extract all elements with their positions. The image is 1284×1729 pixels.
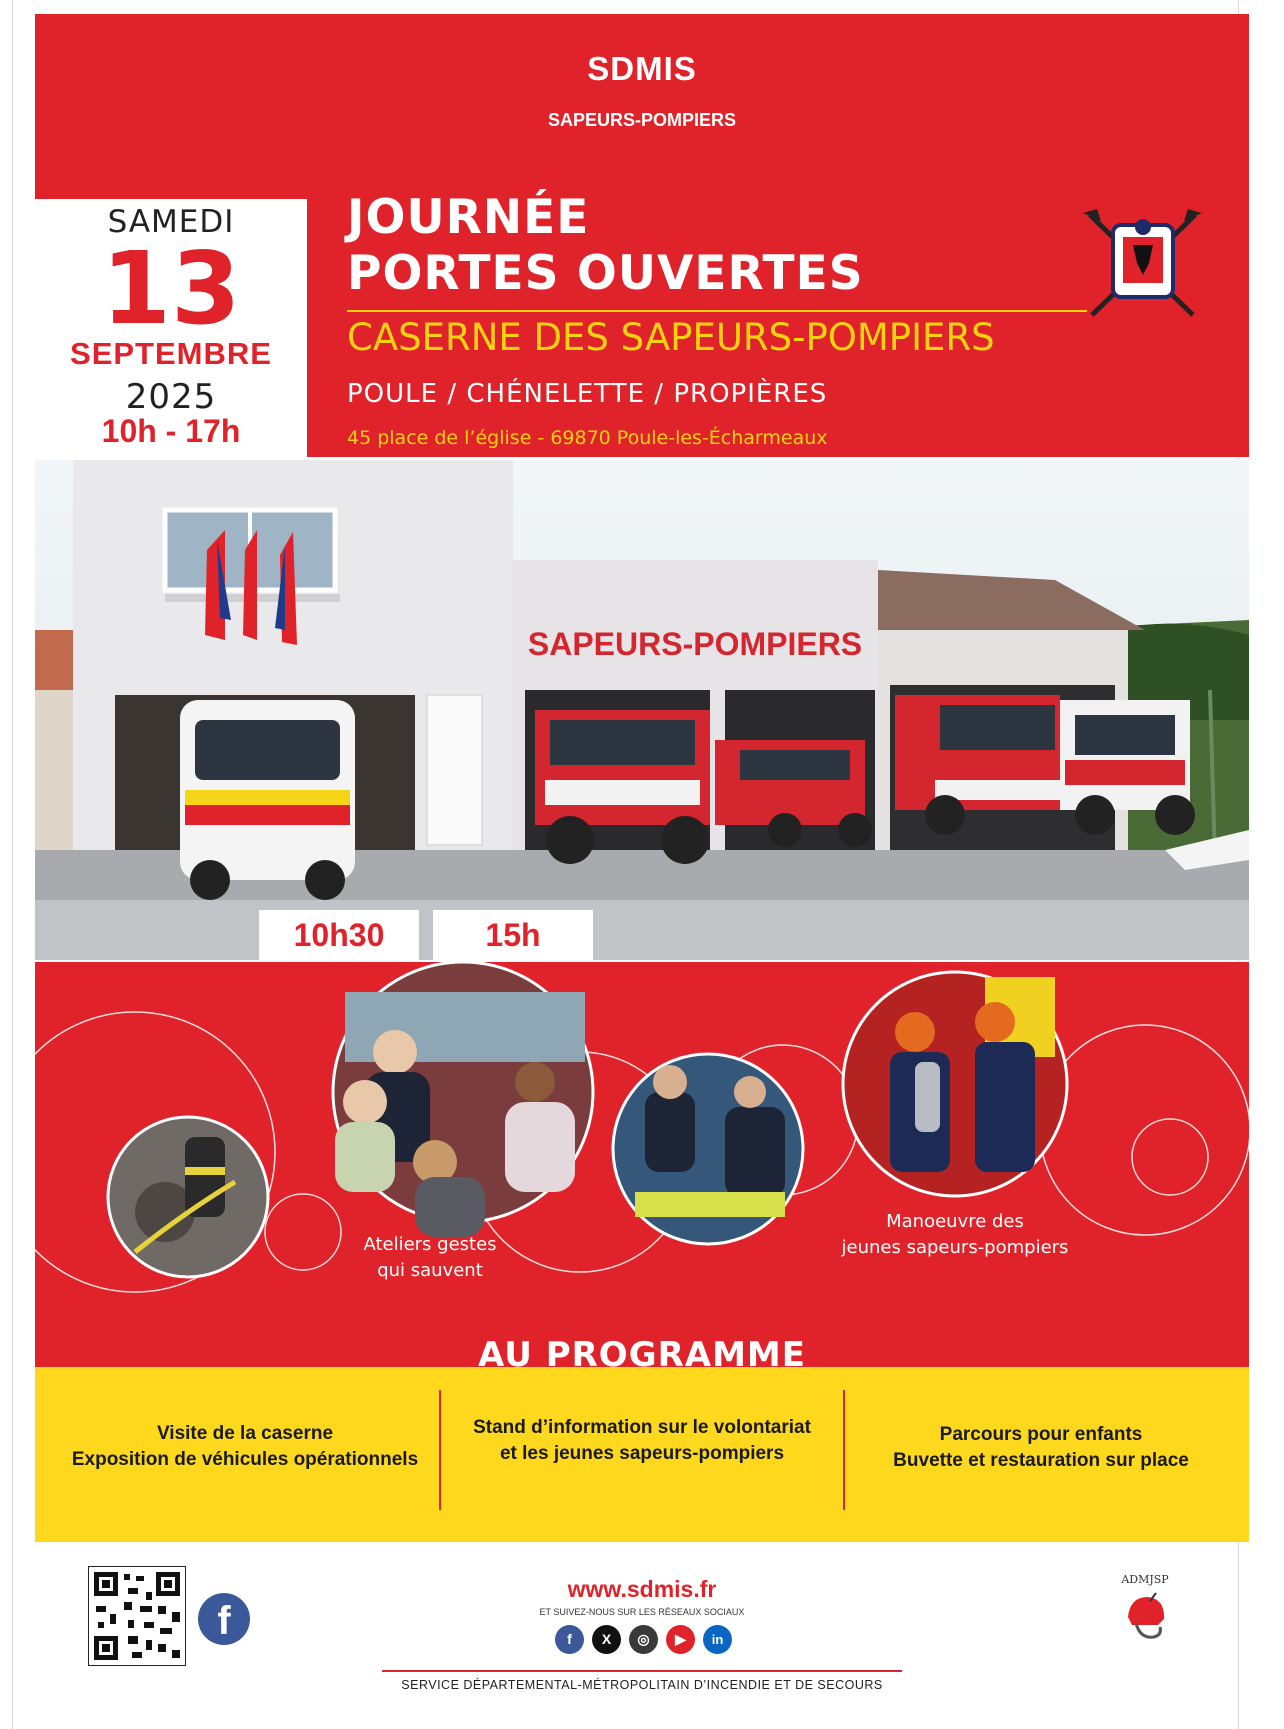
event-title (347, 190, 864, 302)
firefighter-hose-photo (108, 1117, 268, 1277)
qr-code[interactable] (88, 1566, 186, 1666)
facebook-icon[interactable]: f (555, 1625, 584, 1654)
event-subtitle: CASERNE DES SAPEURS-POMPIERS (347, 316, 995, 359)
linkedin-icon[interactable]: in (703, 1625, 732, 1654)
admjsp-label: ADMJSP (1121, 1573, 1169, 1586)
date-year: 2025 (125, 377, 217, 417)
date-day: SAMEDI (107, 204, 235, 240)
time-tab-2: 15h (433, 910, 593, 960)
rescue-exercise-photo (613, 1054, 803, 1244)
event-title-line1: JOURNÉE (347, 190, 590, 245)
program-divider (439, 1390, 441, 1510)
station-sign: SAPEURS-POMPIERS (527, 626, 863, 662)
facebook-icon[interactable]: f (198, 1593, 250, 1645)
program-divider (843, 1390, 845, 1510)
org-name: SDMIS (587, 50, 697, 87)
program-column-1: Visite de la caserne Exposition de véhicules opérationnels (71, 1423, 419, 1470)
event-title-line2: PORTES OUVERTES (347, 246, 864, 301)
fire-brigade-emblem (1075, 205, 1210, 325)
program-column-3: Parcours pour enfants Buvette et restauration sur place (893, 1424, 1189, 1471)
young-firefighters-photo (843, 972, 1067, 1196)
instagram-icon[interactable]: ◎ (629, 1625, 658, 1654)
activities-band (35, 962, 1249, 1367)
activities-graphics (35, 962, 1249, 1367)
date-hours: 10h - 17h (101, 413, 241, 449)
event-address: 45 place de l’église - 69870 Poule-les-Écharmeaux (347, 427, 828, 449)
date-number: 13 (101, 230, 241, 347)
program-title: AU PROGRAMME (477, 1335, 806, 1367)
caption-young-firefighters: Manoeuvre des jeunes sapeurs-pompiers (841, 1211, 1069, 1258)
admjsp-logo (1110, 1573, 1180, 1651)
youtube-icon[interactable]: ▶ (666, 1625, 695, 1654)
first-aid-workshop-photo (333, 962, 593, 1237)
fire-station-photo (35, 460, 1249, 960)
helmet-icon (1110, 1587, 1180, 1651)
program-column-2: Stand d’information sur le volontariat et les jeunes sapeurs-pompiers (473, 1417, 811, 1464)
date-month: SEPTEMBRE (70, 336, 272, 371)
social-icons (555, 1625, 732, 1654)
caption-first-aid: Ateliers gestes qui sauvent (363, 1234, 497, 1281)
service-name: SERVICE DÉPARTEMENTAL-MÉTROPOLITAIN D’INCENDIE ET DE SECOURS (401, 1678, 883, 1692)
org-subtitle: SAPEURS-POMPIERS (547, 110, 737, 130)
website-link[interactable]: www.sdmis.fr (567, 1576, 717, 1602)
page-edge (12, 0, 13, 1729)
follow-us-text: ET SUIVEZ-NOUS SUR LES RÉSEAUX SOCIAUX (539, 1607, 745, 1617)
time-tab-1: 10h30 (259, 910, 419, 960)
event-localities: POULE / CHÉNELETTE / PROPIÈRES (347, 379, 828, 409)
footer-divider (382, 1670, 902, 1672)
date-box (35, 199, 307, 457)
x-icon[interactable]: X (592, 1625, 621, 1654)
title-divider (347, 310, 1087, 312)
